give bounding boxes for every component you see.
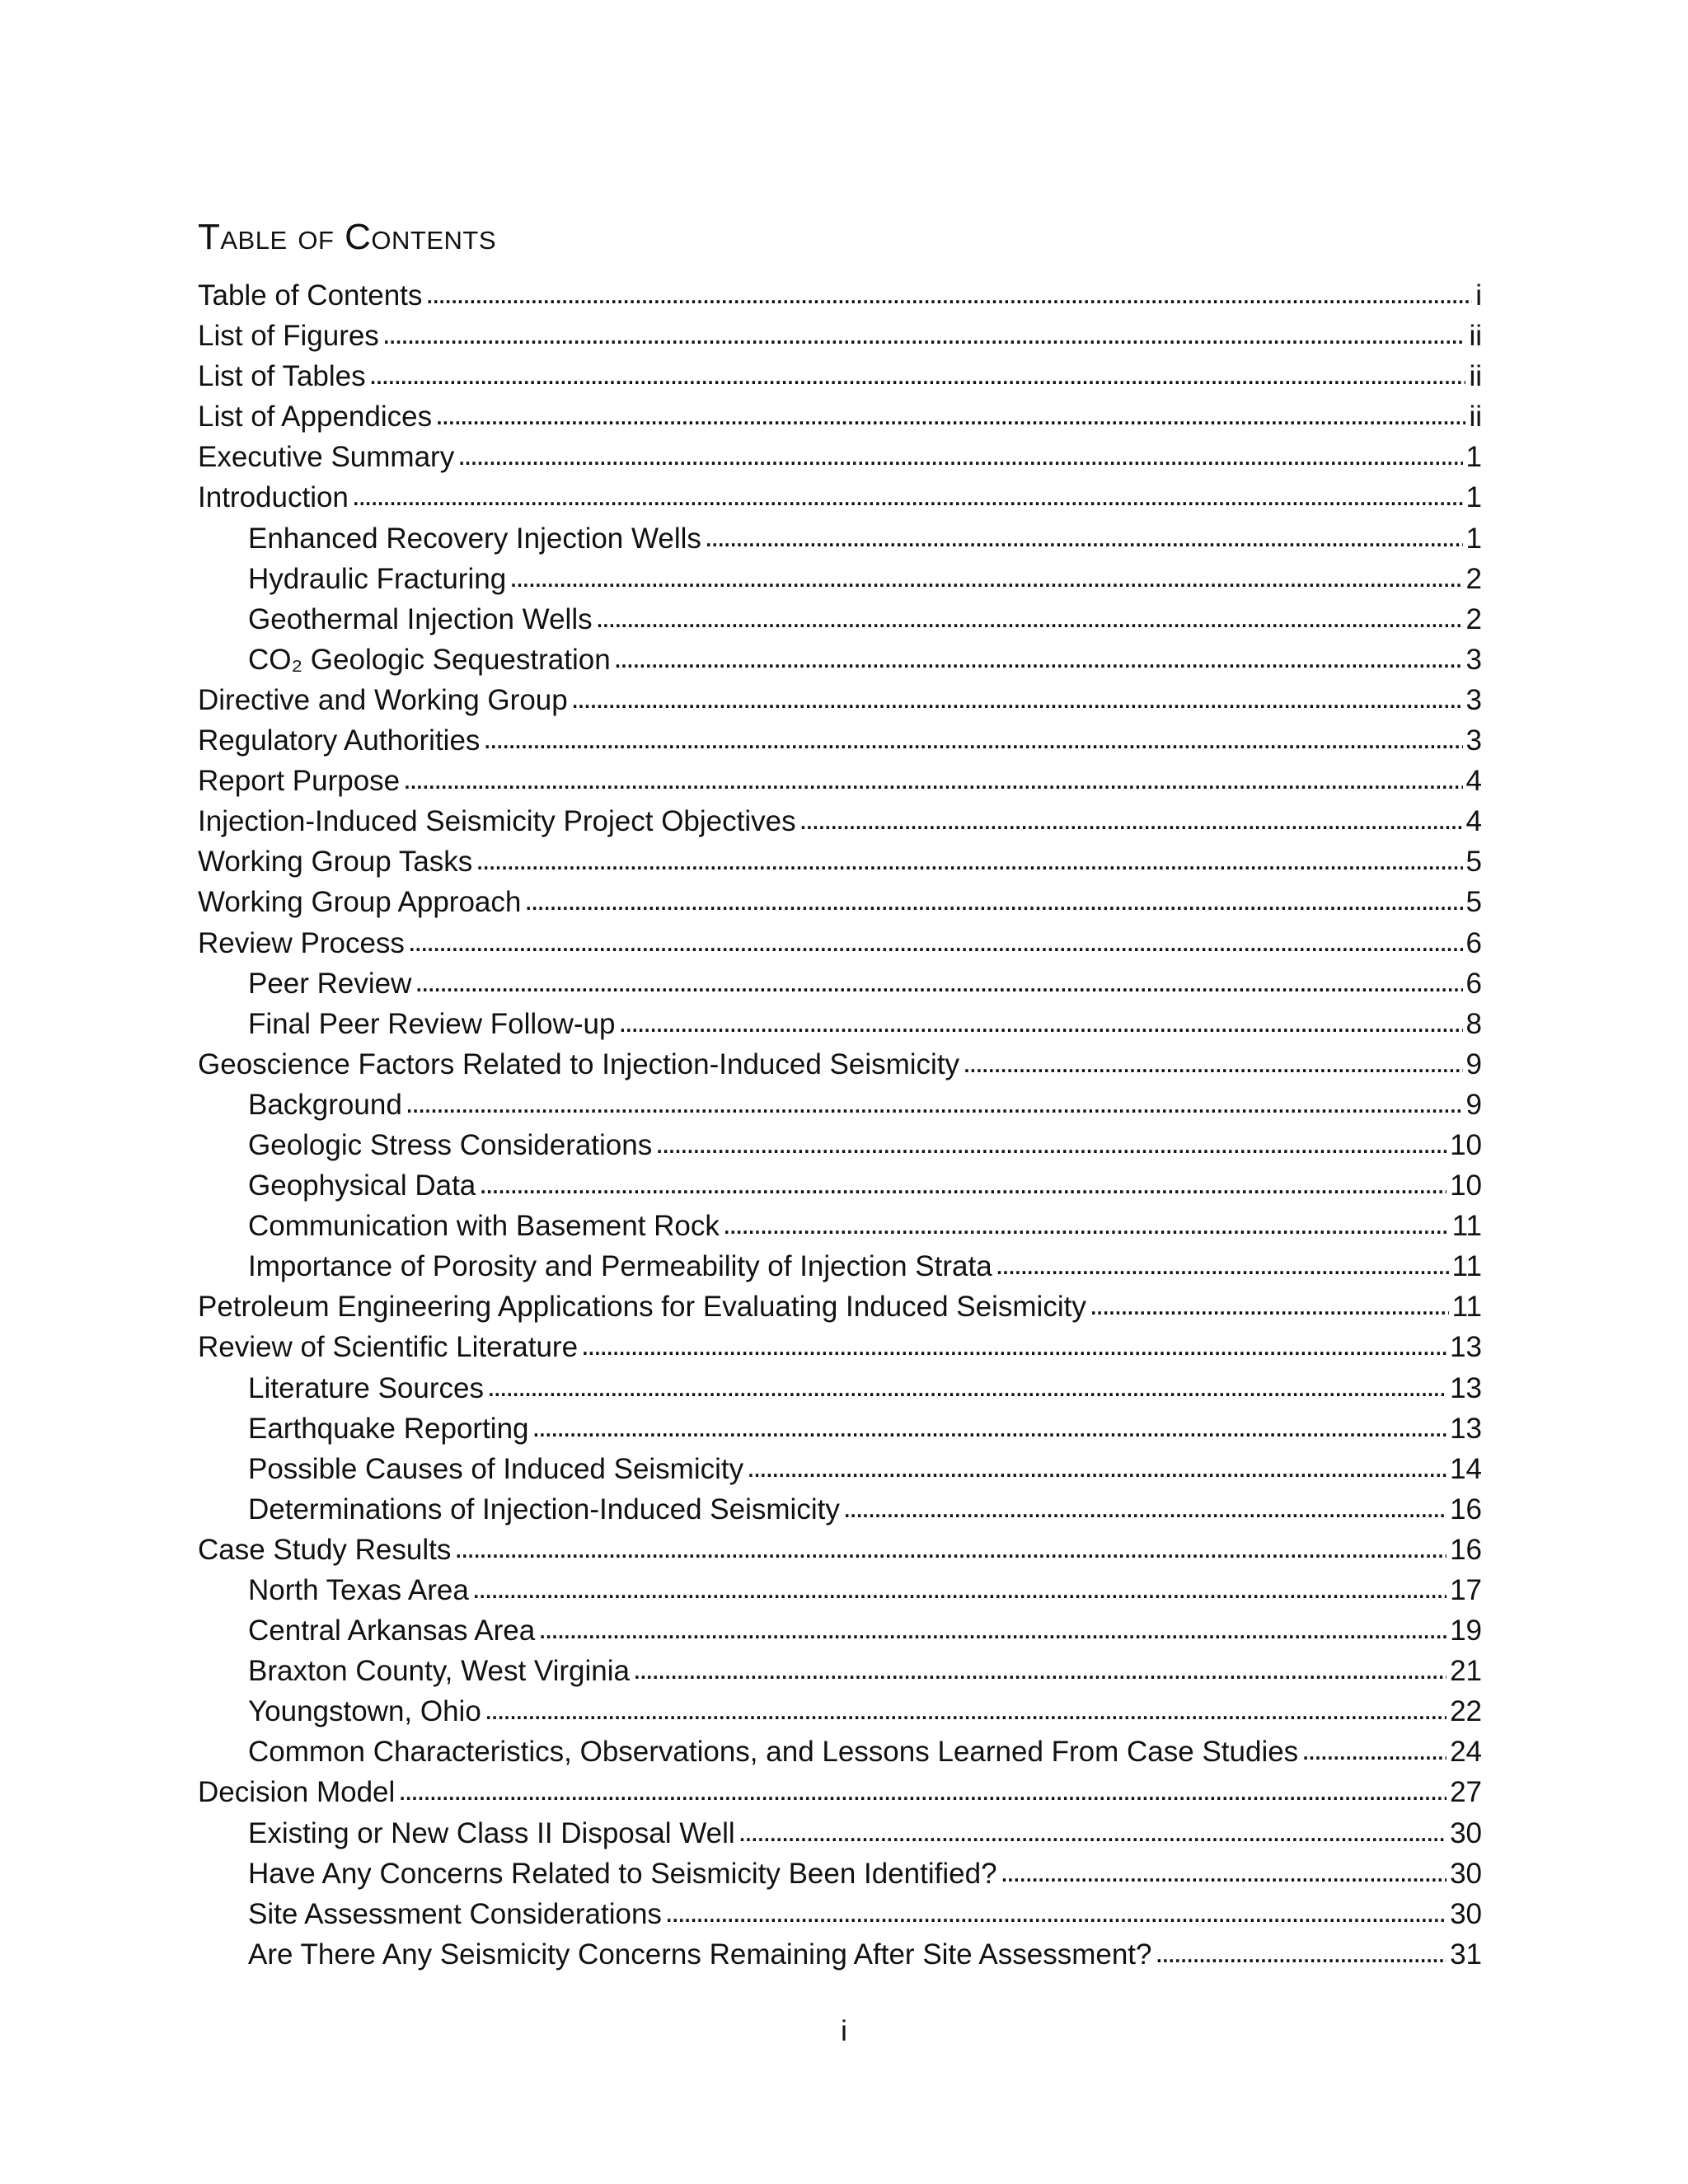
toc-entry-label: Injection-Induced Seismicity Project Objectives xyxy=(198,805,796,838)
toc-entry[interactable] xyxy=(198,841,1482,882)
toc-entry-label: Youngstown, Ohio xyxy=(248,1695,481,1728)
dot-leader xyxy=(1001,1852,1447,1892)
toc-entry[interactable] xyxy=(198,1206,1482,1246)
toc-entry-label: Are There Any Seismicity Concerns Remaining After Site Assessment? xyxy=(248,1938,1152,1971)
toc-entry-page-number: 6 xyxy=(1465,967,1482,1000)
toc-entry-label: Introduction xyxy=(198,481,349,514)
toc-entry[interactable] xyxy=(198,1165,1482,1206)
toc-entry-label: List of Tables xyxy=(198,360,366,393)
toc-entry-page-number: 30 xyxy=(1450,1816,1482,1849)
dot-leader xyxy=(403,759,1462,799)
page-title: Table of Contents xyxy=(198,217,497,257)
toc-entry-label: List of Appendices xyxy=(198,401,433,434)
toc-entry[interactable] xyxy=(198,923,1482,963)
toc-entry[interactable] xyxy=(198,1732,1482,1772)
toc-entry-label: Communication with Basement Rock xyxy=(248,1210,720,1243)
toc-entry[interactable] xyxy=(198,518,1482,559)
toc-entry[interactable] xyxy=(198,1408,1482,1449)
toc-entry[interactable] xyxy=(198,680,1482,720)
toc-entry[interactable] xyxy=(198,640,1482,680)
toc-entry-page-number: 11 xyxy=(1451,1291,1482,1324)
toc-entry[interactable] xyxy=(198,275,1482,316)
toc-entry-page-number: 22 xyxy=(1450,1695,1482,1728)
toc-entry-page-number: 14 xyxy=(1450,1452,1482,1485)
toc-entry-label: Determinations of Injection-Induced Seismicity xyxy=(248,1493,840,1526)
toc-entry[interactable] xyxy=(198,882,1482,922)
dot-leader xyxy=(665,1892,1447,1933)
toc-entry-label: Regulatory Authorities xyxy=(198,724,481,757)
toc-entry-label: Geothermal Injection Wells xyxy=(248,602,593,635)
toc-entry-page-number: 13 xyxy=(1450,1331,1482,1364)
toc-entry[interactable] xyxy=(198,1327,1482,1367)
toc-entry[interactable] xyxy=(198,1044,1482,1085)
toc-entry[interactable] xyxy=(198,599,1482,640)
toc-entry-label: Geologic Stress Considerations xyxy=(248,1128,653,1161)
toc-entry-page-number: 16 xyxy=(1450,1493,1482,1526)
toc-entry-label: Earthquake Reporting xyxy=(248,1412,529,1445)
toc-entry-page-number: 30 xyxy=(1450,1857,1482,1890)
toc-entry-page-number: 4 xyxy=(1465,805,1482,838)
toc-entry[interactable] xyxy=(198,1449,1482,1489)
toc-entry-page-number: 30 xyxy=(1450,1897,1482,1930)
toc-entry-page-number: 8 xyxy=(1465,1007,1482,1040)
toc-entry-label: Review of Scientific Literature xyxy=(198,1331,579,1364)
toc-entry-page-number: 5 xyxy=(1465,846,1482,879)
toc-entry-page-number: i xyxy=(1475,279,1482,312)
dot-leader xyxy=(747,1447,1447,1488)
page-number: i xyxy=(841,2015,847,2047)
dot-leader xyxy=(398,1770,1447,1811)
dot-leader xyxy=(472,1568,1447,1609)
toc-entry-page-number: 11 xyxy=(1451,1210,1482,1243)
toc-entry[interactable] xyxy=(198,801,1482,841)
toc-entry-label: List of Figures xyxy=(198,320,379,353)
dot-leader xyxy=(509,557,1462,598)
dot-leader xyxy=(457,435,1462,476)
dot-leader xyxy=(524,880,1462,921)
toc-entry-page-number: 21 xyxy=(1450,1655,1482,1688)
dot-leader xyxy=(738,1811,1447,1852)
toc-entry[interactable] xyxy=(198,1530,1482,1570)
toc-entry-page-number: 3 xyxy=(1465,683,1482,716)
toc-entry[interactable] xyxy=(198,1610,1482,1651)
toc-entry[interactable] xyxy=(198,1125,1482,1165)
toc-entry-page-number: 1 xyxy=(1465,522,1482,555)
toc-entry[interactable] xyxy=(198,1004,1482,1044)
toc-entry-label: CO₂ Geologic Sequestration xyxy=(248,643,611,676)
toc-entry-label: Hydraulic Fracturing xyxy=(248,562,507,595)
toc-entry[interactable] xyxy=(198,1368,1482,1408)
toc-entry[interactable] xyxy=(198,559,1482,599)
table-of-contents-list xyxy=(198,275,1482,1975)
toc-entry-page-number: 1 xyxy=(1465,481,1482,514)
dot-leader xyxy=(538,1609,1447,1649)
toc-entry-label: Table of Contents xyxy=(198,279,423,312)
dot-leader xyxy=(532,1407,1447,1447)
toc-entry[interactable] xyxy=(198,1286,1482,1327)
dot-leader xyxy=(454,1528,1447,1568)
toc-entry[interactable] xyxy=(198,396,1482,437)
toc-entry[interactable] xyxy=(198,1894,1482,1934)
dot-leader xyxy=(352,476,1463,516)
toc-entry-page-number: ii xyxy=(1469,401,1482,434)
dot-leader xyxy=(633,1649,1447,1690)
toc-entry-label: Report Purpose xyxy=(198,765,401,798)
toc-entry-page-number: 4 xyxy=(1465,765,1482,798)
toc-entry-label: Decision Model xyxy=(198,1776,396,1809)
toc-entry-page-number: 6 xyxy=(1465,926,1482,959)
dot-leader xyxy=(596,598,1463,638)
toc-entry[interactable] xyxy=(198,356,1482,396)
toc-entry-label: Working Group Tasks xyxy=(198,846,473,879)
toc-entry-label: Petroleum Engineering Applications for Evaluating Induced Seismicity xyxy=(198,1291,1086,1324)
toc-entry-page-number: 19 xyxy=(1450,1615,1482,1647)
dot-leader xyxy=(435,395,1465,435)
toc-entry-page-number: 9 xyxy=(1465,1088,1482,1121)
dot-leader xyxy=(618,1002,1462,1043)
dot-leader xyxy=(479,1164,1447,1204)
dot-leader xyxy=(799,799,1463,840)
dot-leader xyxy=(705,517,1463,557)
toc-entry-label: Background xyxy=(248,1088,402,1121)
dot-leader xyxy=(369,354,1466,395)
dot-leader xyxy=(415,962,1462,1002)
toc-entry-page-number: 10 xyxy=(1450,1128,1482,1161)
toc-entry-label: Braxton County, West Virginia xyxy=(248,1655,630,1688)
dot-leader xyxy=(483,719,1462,759)
toc-entry-label: Possible Causes of Induced Seismicity xyxy=(248,1452,744,1485)
toc-entry[interactable] xyxy=(198,761,1482,801)
toc-entry[interactable] xyxy=(198,1772,1482,1812)
toc-entry-page-number: 3 xyxy=(1465,643,1482,676)
toc-entry-label: Literature Sources xyxy=(248,1371,484,1404)
toc-entry-label: Common Characteristics, Observations, and Lessons Learned From Case Studies xyxy=(248,1736,1299,1769)
toc-entry[interactable] xyxy=(198,1651,1482,1691)
toc-entry-page-number: ii xyxy=(1469,320,1482,353)
toc-entry-page-number: 2 xyxy=(1465,562,1482,595)
dot-leader xyxy=(963,1043,1462,1083)
toc-entry-page-number: 16 xyxy=(1450,1533,1482,1566)
dot-leader xyxy=(614,638,1463,678)
dot-leader xyxy=(571,678,1463,719)
toc-entry-label: Working Group Approach xyxy=(198,886,522,919)
toc-entry-label: Have Any Concerns Related to Seismicity Been Identified? xyxy=(248,1857,997,1890)
toc-entry-page-number: 3 xyxy=(1465,724,1482,757)
toc-entry-label: Geophysical Data xyxy=(248,1169,476,1202)
dot-leader xyxy=(1301,1730,1447,1770)
toc-entry[interactable] xyxy=(198,1570,1482,1610)
toc-entry-page-number: 13 xyxy=(1450,1412,1482,1445)
toc-entry[interactable] xyxy=(198,963,1482,1004)
toc-entry-label: Geoscience Factors Related to Injection-Induced Seismicity xyxy=(198,1047,960,1080)
toc-entry-label: Peer Review xyxy=(248,967,412,1000)
dot-leader xyxy=(408,921,1463,962)
toc-entry-label: Importance of Porosity and Permeability of Injection Strata xyxy=(248,1250,992,1283)
dot-leader xyxy=(487,1366,1447,1407)
dot-leader xyxy=(406,1083,1463,1123)
toc-entry-page-number: 9 xyxy=(1465,1047,1482,1080)
toc-entry[interactable] xyxy=(198,477,1482,518)
toc-entry-page-number: 5 xyxy=(1465,886,1482,919)
toc-entry-page-number: 24 xyxy=(1450,1736,1482,1769)
toc-entry-label: Executive Summary xyxy=(198,441,455,474)
dot-leader xyxy=(843,1488,1447,1528)
toc-entry-page-number: 2 xyxy=(1465,602,1482,635)
toc-entry-page-number: 31 xyxy=(1450,1938,1482,1971)
toc-entry-label: Enhanced Recovery Injection Wells xyxy=(248,522,701,555)
toc-entry-label: Directive and Working Group xyxy=(198,683,568,716)
dot-leader xyxy=(425,274,1472,314)
toc-entry-page-number: 11 xyxy=(1451,1250,1482,1283)
toc-entry[interactable] xyxy=(198,1246,1482,1286)
dot-leader xyxy=(1156,1933,1447,1973)
dot-leader xyxy=(1090,1285,1449,1325)
toc-entry-page-number: 1 xyxy=(1465,441,1482,474)
toc-entry-page-number: 17 xyxy=(1450,1574,1482,1606)
dot-leader xyxy=(723,1204,1449,1244)
toc-entry[interactable] xyxy=(198,1813,1482,1854)
toc-entry[interactable] xyxy=(198,720,1482,761)
toc-entry-label: Site Assessment Considerations xyxy=(248,1897,662,1930)
dot-leader xyxy=(476,840,1462,880)
dot-leader xyxy=(382,314,1466,354)
toc-entry[interactable] xyxy=(198,1854,1482,1894)
toc-entry-page-number: 27 xyxy=(1450,1776,1482,1809)
dot-leader xyxy=(655,1123,1447,1164)
dot-leader xyxy=(485,1690,1447,1730)
toc-entry-label: Review Process xyxy=(198,926,405,959)
dot-leader xyxy=(581,1325,1447,1366)
toc-entry-label: North Texas Area xyxy=(248,1574,469,1606)
toc-entry[interactable] xyxy=(198,1085,1482,1125)
toc-entry[interactable] xyxy=(198,316,1482,356)
toc-entry[interactable] xyxy=(198,1934,1482,1975)
toc-entry-label: Case Study Results xyxy=(198,1533,452,1566)
toc-entry[interactable] xyxy=(198,1489,1482,1530)
toc-entry-page-number: ii xyxy=(1469,360,1482,393)
toc-entry-label: Final Peer Review Follow-up xyxy=(248,1007,616,1040)
toc-entry-page-number: 10 xyxy=(1450,1169,1482,1202)
toc-entry-page-number: 13 xyxy=(1450,1371,1482,1404)
toc-entry[interactable] xyxy=(198,1691,1482,1732)
dot-leader xyxy=(996,1244,1449,1285)
toc-entry-label: Central Arkansas Area xyxy=(248,1615,536,1647)
toc-entry-label: Existing or New Class II Disposal Well xyxy=(248,1816,735,1849)
toc-entry[interactable] xyxy=(198,437,1482,477)
